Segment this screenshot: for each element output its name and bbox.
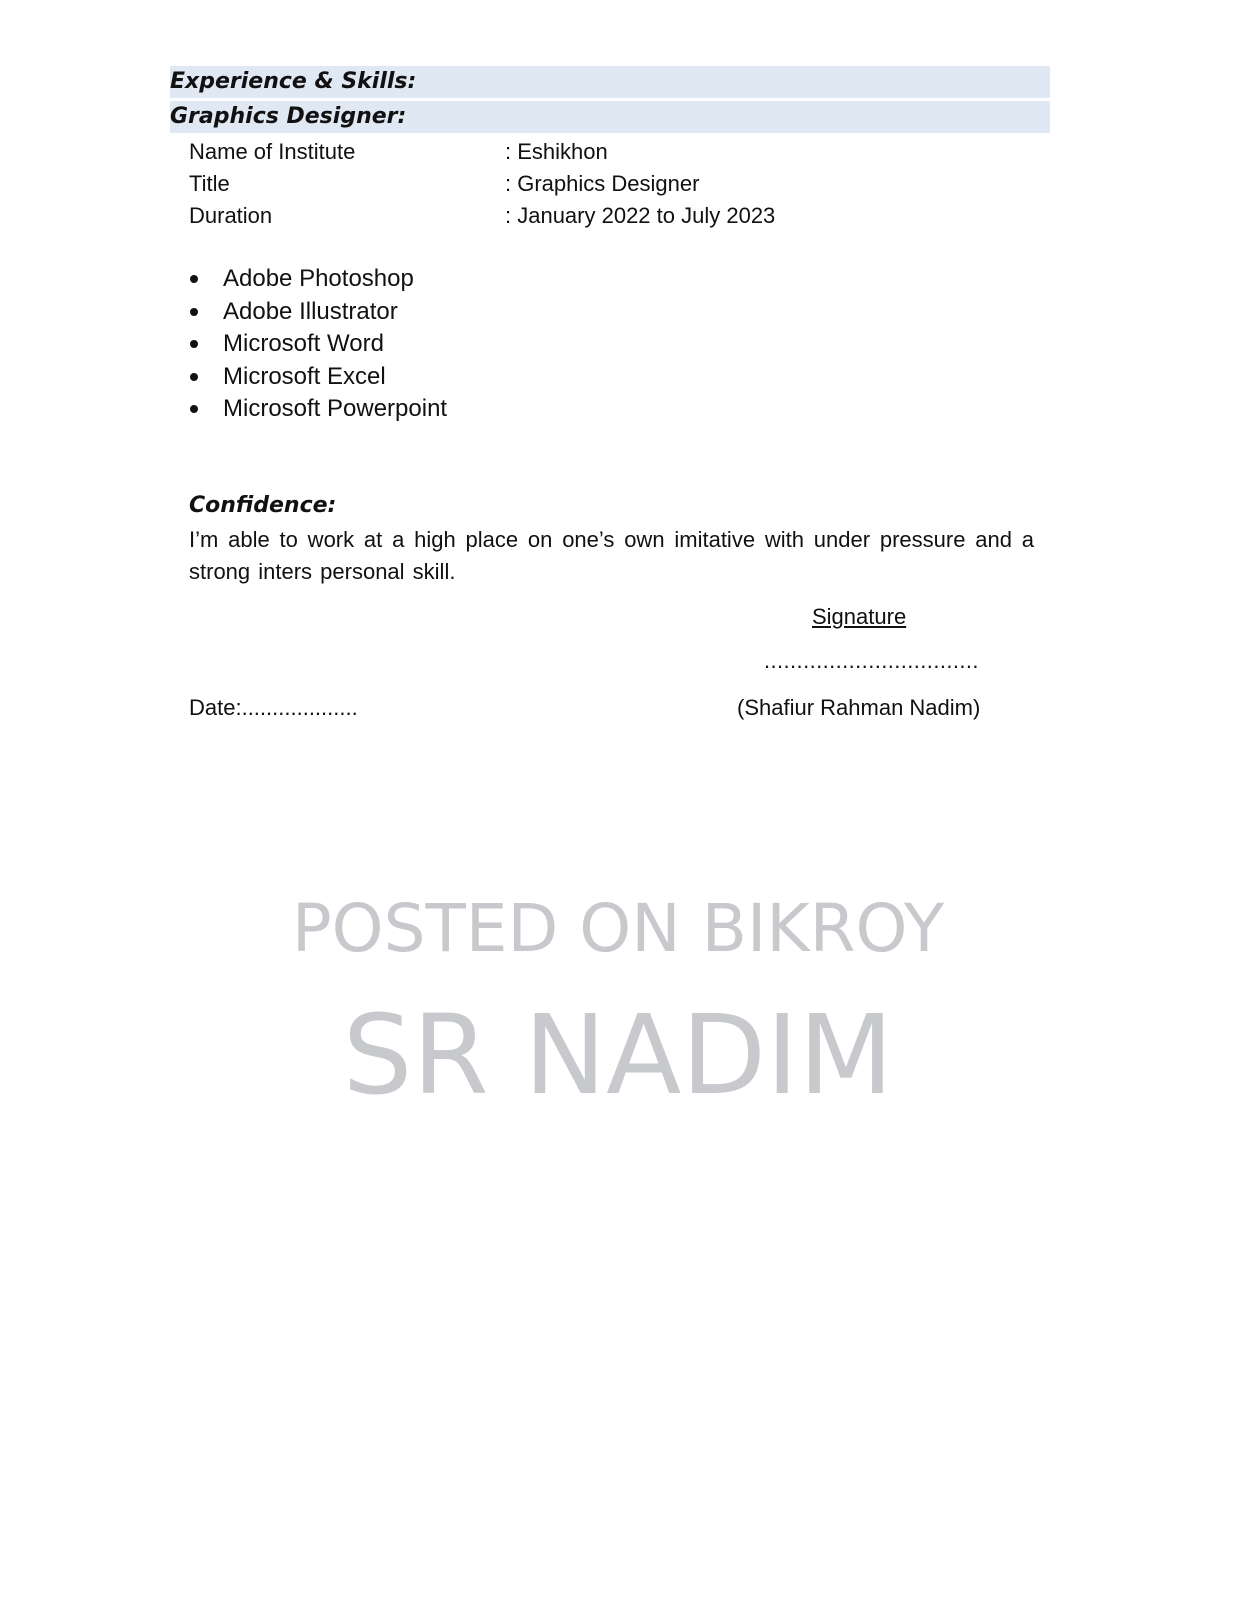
experience-key: Name of Institute <box>189 139 356 164</box>
signer-name: (Shafiur Rahman Nadim) <box>737 695 981 720</box>
skill-item <box>189 328 447 361</box>
experience-key: Duration <box>189 203 273 228</box>
bullet-icon <box>190 340 198 348</box>
skill-label: Microsoft Excel <box>223 362 386 390</box>
skill-label: Adobe Illustrator <box>223 297 398 325</box>
bullet-icon <box>190 275 198 283</box>
skill-item <box>189 296 447 329</box>
skill-item <box>189 263 447 296</box>
date-field: Date:................... <box>189 695 358 720</box>
signature-line: ................................. <box>764 648 979 673</box>
job-heading-text: Graphics Designer: <box>170 104 407 129</box>
section-heading-experience-skills <box>170 66 1050 98</box>
watermark-name: SR NADIM <box>342 991 894 1119</box>
bullet-icon <box>190 405 198 413</box>
experience-value: : Graphics Designer <box>505 171 700 196</box>
skill-label: Microsoft Powerpoint <box>223 395 448 422</box>
skills-list <box>189 263 447 426</box>
bullet-icon <box>190 373 198 381</box>
skill-item <box>189 393 447 426</box>
bullet-icon <box>190 308 198 316</box>
experience-value: : Eshikhon <box>505 139 608 164</box>
watermark-posted-on: POSTED ON BIKROY <box>291 890 945 967</box>
experience-key: Title <box>189 171 230 196</box>
experience-value: : January 2022 to July 2023 <box>505 203 776 228</box>
confidence-heading: Confidence: <box>189 493 337 518</box>
signature-label: Signature <box>812 604 907 629</box>
skill-label: Adobe Photoshop <box>223 265 414 292</box>
skill-label: Microsoft Word <box>223 330 384 357</box>
job-heading-graphics-designer <box>170 101 1050 133</box>
section-heading-text: Experience & Skills: <box>170 69 417 94</box>
confidence-paragraph: I’m able to work at a high place on one’s own imitative with under pressure and a strong inters personal skill. <box>189 527 1034 584</box>
skill-item <box>189 361 447 394</box>
